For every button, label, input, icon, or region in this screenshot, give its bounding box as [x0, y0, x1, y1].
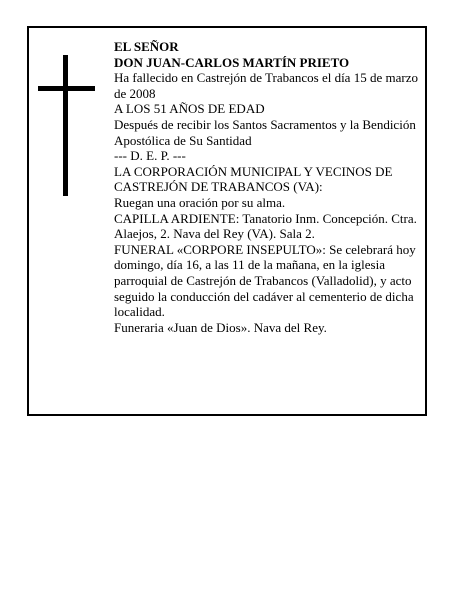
cross-horizontal-bar: [38, 86, 95, 91]
cross-vertical-bar: [63, 55, 68, 196]
funeral-home: Funeraria «Juan de Dios». Nava del Rey.: [114, 319, 327, 335]
death-info: Ha fallecido en Castrejón de Trabancos el día 15 de marzo de 2008: [114, 70, 418, 101]
deceased-name: DON JUAN-CARLOS MARTÍN PRIETO: [114, 54, 350, 70]
rip-line: --- D. E. P. ---: [114, 148, 186, 164]
mourners-line: LA CORPORACIÓN MUNICIPAL Y VECINOS DE CASTREJÓN DE TRABANCOS (VA):: [114, 163, 393, 195]
prayer-request: Ruegan una oración por su alma.: [114, 194, 286, 210]
funeral-info: FUNERAL «CORPORE INSEPULTO»: Se celebrará hoy domingo, día 16, a las 11 de la mañana, en la iglesia parroquial de Castrejón de Trabancos (Valladolid), y acto seguido la conducción del cadáver al cementerio de dicha localidad.: [114, 241, 416, 320]
age-line: A LOS 51 AÑOS DE EDAD: [114, 101, 265, 117]
obituary-text: [114, 39, 420, 335]
chapel-info: CAPILLA ARDIENTE: Tanatorio Inm. Concepción. Ctra. Alaejos, 2. Nava del Rey (VA). Sala 2.: [114, 210, 417, 242]
notice-title: EL SEÑOR: [114, 39, 179, 54]
sacraments-line: Después de recibir los Santos Sacramentos y la Bendición Apostólica de Su Santidad: [114, 116, 416, 148]
